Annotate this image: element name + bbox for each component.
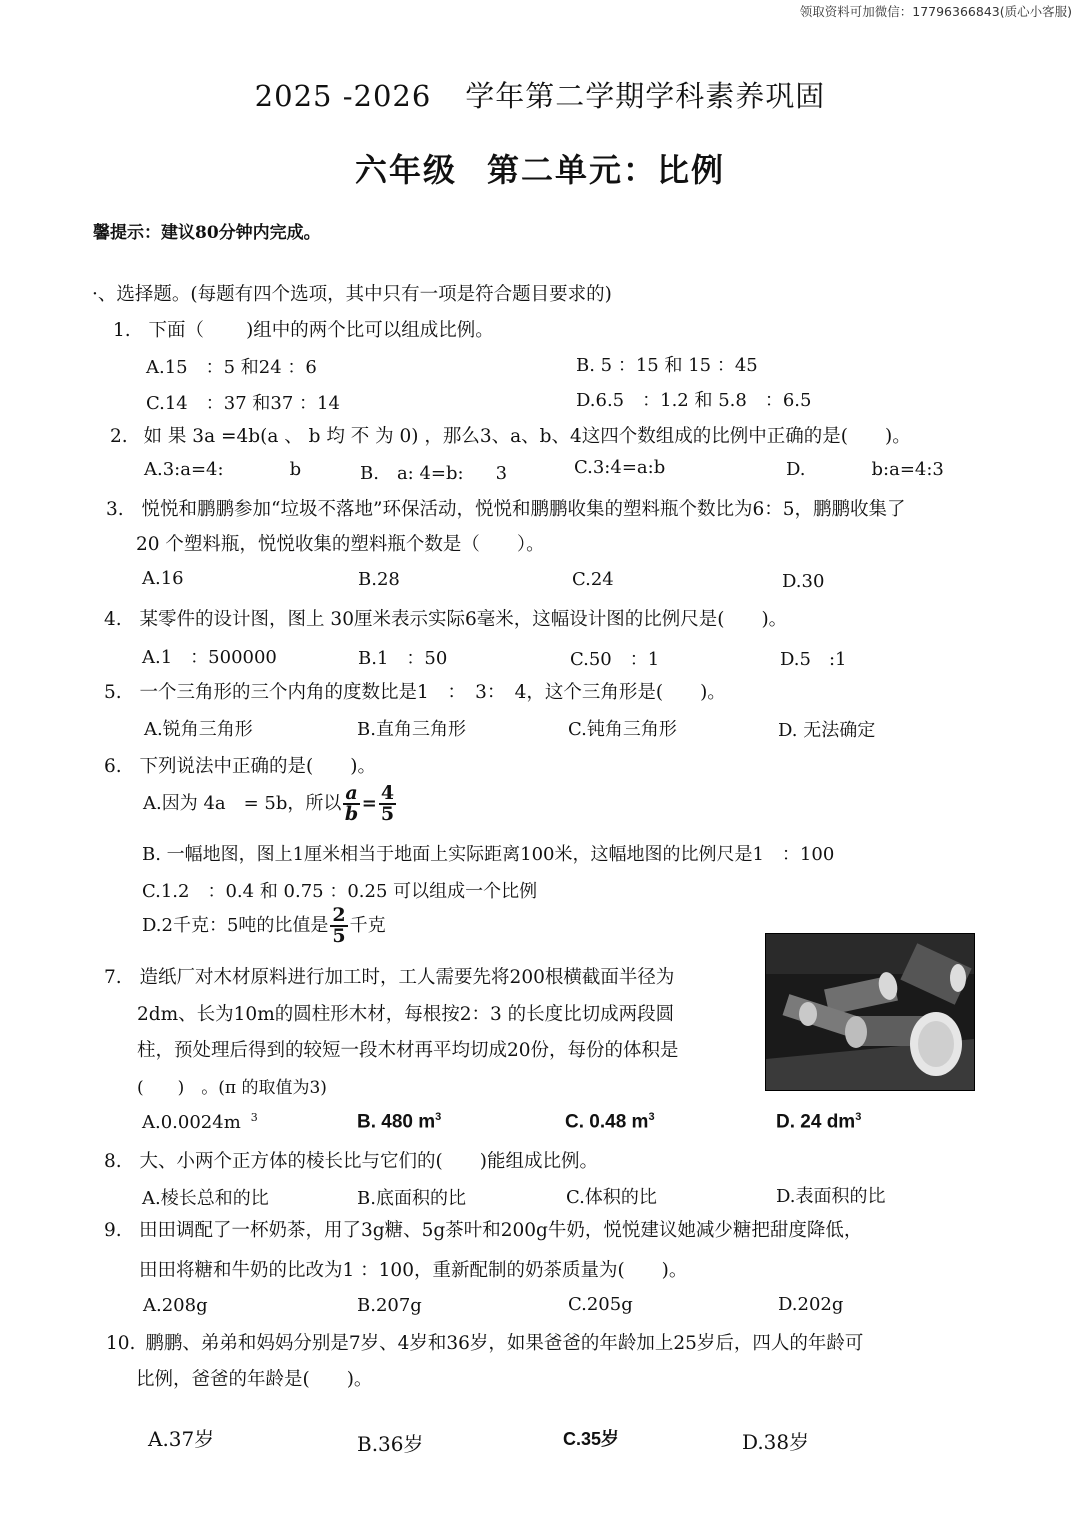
section-heading: ·、选择题。(每题有四个选项，其中只有一项是符合题目要求的) xyxy=(92,284,612,305)
option-text: b xyxy=(289,459,302,480)
question-3-stem xyxy=(106,495,906,521)
question-10-stem-line2: 比例，爸爸的年龄是( )。 xyxy=(136,1369,373,1390)
watermark-contact: 领取资料可加微信：17796366843(质心小客服) xyxy=(799,4,1072,19)
question-5-option-c: C.钝角三角形 xyxy=(568,719,677,740)
question-4-option-a: A.1 ：500000 xyxy=(142,647,277,668)
question-3-stem-line2: 20 个塑料瓶，悦悦收集的塑料瓶个数是（ ）。 xyxy=(136,534,545,555)
question-7-option-b xyxy=(357,1111,441,1133)
question-number: 10. xyxy=(106,1333,136,1354)
question-number: 6. xyxy=(104,756,122,777)
fraction-numerator: 4 xyxy=(380,782,395,804)
question-number: 4. xyxy=(104,609,122,630)
question-number: 3. xyxy=(106,499,124,520)
question-6-option-b: B. 一幅地图，图上1厘米相当于地面上实际距离100米，这幅地图的比例尺是1 ：100 xyxy=(142,844,835,865)
question-2-option-b xyxy=(360,459,507,485)
question-1-stem xyxy=(113,316,494,342)
question-10-option-c: C.35岁 xyxy=(563,1429,620,1449)
option-text: C. 0.48 m xyxy=(565,1111,649,1133)
page-subtitle xyxy=(0,145,1080,191)
option-text: 千克 xyxy=(349,915,386,936)
tip-text: 馨提示：建议80分钟内完成。 xyxy=(93,223,321,243)
question-9-stem: 田田调配了一杯奶茶，用了3g糖、5g茶叶和200g牛奶，悦悦建议她减少糖把甜度降低， xyxy=(139,1220,863,1241)
question-6-option-d xyxy=(142,906,386,946)
question-text: )组中的两个比可以组成比例。 xyxy=(246,320,494,341)
question-number: 2. xyxy=(110,426,128,447)
option-text: 3 xyxy=(495,463,508,484)
question-5-option-d: D. 无法确定 xyxy=(778,720,876,741)
question-8-option-d: D.表面积的比 xyxy=(776,1186,886,1207)
question-7-stem-line2: 2dm、长为10m的圆柱形木材，每根按2：3 的长度比切成两段圆 xyxy=(137,1004,675,1025)
question-number: 1. xyxy=(113,320,131,341)
question-5-stem xyxy=(104,678,726,704)
equals-sign: = xyxy=(361,793,377,814)
option-text: B. 480 m xyxy=(357,1111,436,1133)
question-8-option-a: A.棱长总和的比 xyxy=(142,1188,269,1209)
option-text: D. 24 dm xyxy=(776,1111,856,1133)
question-7-option-d xyxy=(776,1111,861,1133)
question-3-option-b: B.28 xyxy=(358,569,400,590)
question-7-option-c xyxy=(565,1111,655,1133)
fraction-denominator: b xyxy=(344,803,359,825)
question-text: 悦悦和鹏鹏参加“垃圾不落地”环保活动，悦悦和鹏鹏收集的塑料瓶个数比为6：5，鹏鹏收集了 xyxy=(141,499,906,520)
question-9-option-a: A.208g xyxy=(143,1295,208,1316)
question-8-stem xyxy=(104,1147,598,1173)
question-4-option-b: B.1 ：50 xyxy=(358,648,448,669)
question-1-option-c: C.14 ：37 和37 ：14 xyxy=(146,393,340,414)
option-text: A.3:a=4: xyxy=(144,459,224,480)
question-8-option-c: C.体积的比 xyxy=(566,1187,657,1208)
question-1-option-d: D.6.5 ：1.2 和 5.8 ：6.5 xyxy=(576,390,812,411)
question-6-stem xyxy=(104,752,376,778)
option-text: A.0.0024m xyxy=(142,1112,241,1133)
question-3-option-c: C.24 xyxy=(572,569,614,590)
question-7-stem xyxy=(104,963,674,989)
option-text: B. a: 4=b: xyxy=(360,463,464,484)
question-number: 8. xyxy=(104,1151,122,1172)
fraction-a-over-b xyxy=(343,784,359,824)
fraction-numerator: 2 xyxy=(332,904,346,926)
question-text: 一个三角形的三个内角的度数比是1 ： 3： 4，这个三角形是( )。 xyxy=(139,682,726,703)
fraction-denominator: 5 xyxy=(380,803,395,825)
question-4-option-c: C.50 ：1 xyxy=(570,649,660,670)
question-5-option-b: B.直角三角形 xyxy=(357,719,466,740)
option-text: D. xyxy=(786,459,806,480)
question-3-option-d: D.30 xyxy=(782,571,825,592)
question-6-option-a xyxy=(143,784,398,824)
question-text: 某零件的设计图，图上 30厘米表示实际6毫米，这幅设计图的比例尺是( )。 xyxy=(139,609,788,630)
question-5-option-a: A.锐角三角形 xyxy=(144,719,253,740)
exponent: 3 xyxy=(250,1111,258,1124)
question-10-option-a: A.37岁 xyxy=(148,1427,215,1451)
question-number: 7. xyxy=(104,967,122,988)
logs-photo-illustration xyxy=(766,934,974,1090)
question-4-stem xyxy=(104,605,787,631)
question-text: 下面（ xyxy=(148,320,205,341)
question-9-option-c: C.205g xyxy=(568,1294,633,1315)
question-6-option-c: C.1.2 ：0.4 和 0.75 ：0.25 可以组成一个比例 xyxy=(142,881,538,902)
page-title xyxy=(0,74,1080,115)
exponent: 3 xyxy=(648,1111,655,1123)
option-text: b:a=4:3 xyxy=(871,459,944,480)
option-text: A.因为 4a = 5b，所以 xyxy=(143,793,342,814)
question-2-option-d xyxy=(786,459,944,480)
question-7-stem-line3: 柱，预处理后得到的较短一段木材再平均切成20份，每份的体积是 xyxy=(137,1040,679,1061)
question-text: 造纸厂对木材原料进行加工时，工人需要先将200根横截面半径为 xyxy=(139,967,675,988)
question-9-option-b: B.207g xyxy=(357,1295,422,1316)
fraction-numerator: a xyxy=(345,782,358,804)
question-2-stem xyxy=(110,422,911,448)
option-text: D.2千克：5吨的比值是 xyxy=(142,915,329,936)
question-1-option-b: B. 5 ：15 和 15 ：45 xyxy=(576,355,758,376)
fraction-denominator: 5 xyxy=(332,925,346,947)
exponent: 3 xyxy=(435,1111,442,1123)
fraction-2-over-5 xyxy=(330,906,347,946)
question-number: 5. xyxy=(104,682,122,703)
question-8-option-b: B.底面积的比 xyxy=(357,1188,466,1209)
question-3-option-a: A.16 xyxy=(142,568,184,589)
question-text: 大、小两个正方体的棱长比与它们的( )能组成比例。 xyxy=(139,1151,598,1172)
question-10-option-b: B.36岁 xyxy=(357,1432,424,1456)
fraction-4-over-5 xyxy=(379,784,396,824)
question-text: 鹏鹏、弟弟和妈妈分别是7岁、4岁和36岁，如果爸爸的年龄加上25岁后，四人的年龄可 xyxy=(145,1333,864,1354)
question-2-option-c: C.3:4=a:b xyxy=(574,457,666,478)
question-9-stem-line2: 田田将糖和牛奶的比改为1 ：100，重新配制的奶茶质量为( )。 xyxy=(139,1260,688,1281)
question-9-option-d: D.202g xyxy=(778,1294,844,1315)
logs-photo xyxy=(765,933,975,1091)
question-7-option-a xyxy=(142,1111,258,1133)
question-9-number: 9. xyxy=(104,1220,122,1241)
title-text: 学年第二学期学科素养巩固 xyxy=(465,79,826,113)
question-10-option-d: D.38岁 xyxy=(742,1430,810,1454)
question-10-stem xyxy=(106,1329,863,1355)
subtitle-unit: 第二单元：比例 xyxy=(487,151,726,189)
question-2-option-a xyxy=(144,459,301,480)
question-text: 下列说法中正确的是( )。 xyxy=(139,756,376,777)
subtitle-grade: 六年级 xyxy=(354,151,457,189)
exponent: 3 xyxy=(855,1111,862,1123)
question-1-option-a: A.15 ：5 和24 ：6 xyxy=(146,357,317,378)
question-4-option-d: D.5 :1 xyxy=(780,649,847,670)
question-text: 如 果 3a =4b(a 、 b 均 不 为 0) ，那么3、a、b、4这四个数组成的比例中正确的是( )。 xyxy=(143,426,911,447)
question-7-stem-line4: ( ) 。(π 的取值为3) xyxy=(137,1078,327,1098)
title-year: 2025 -2026 xyxy=(254,79,432,113)
